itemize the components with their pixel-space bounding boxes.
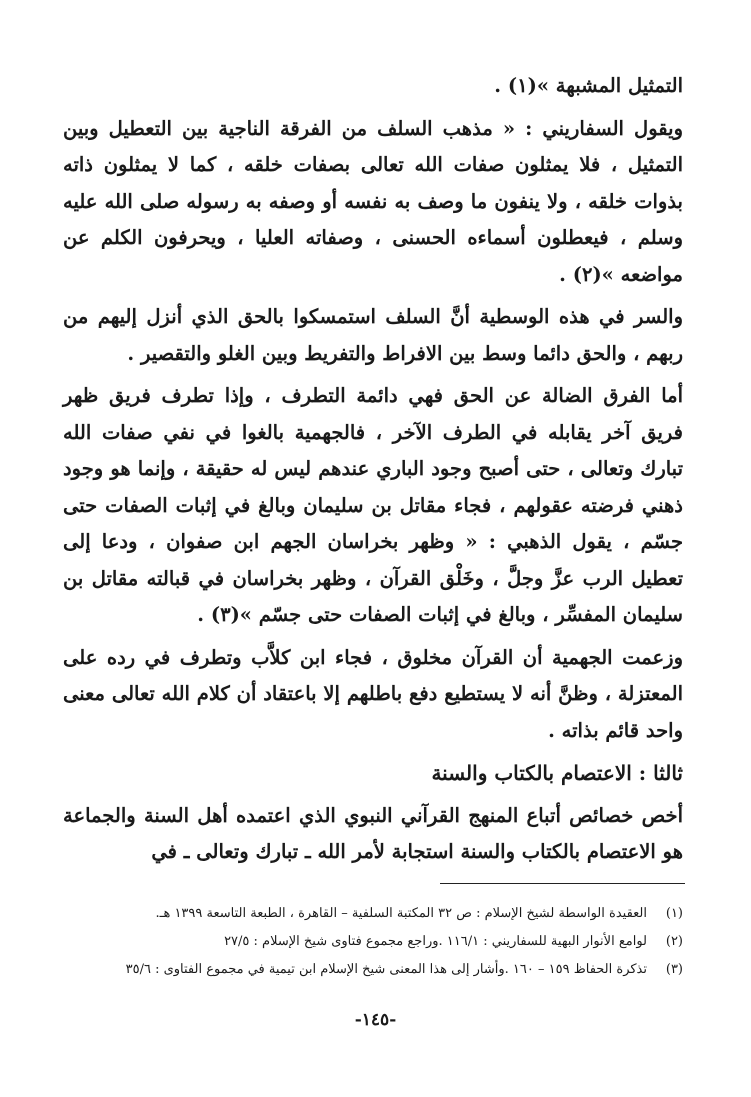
paragraph-4: أما الفرق الضالة عن الحق فهي دائمة التطرف ، وإذا تطرف فريق ظهر فريق آخر يقابله في الطرف الآخر ، فالجهمية بالغوا في نفي صفات الله تبارك وتعالى ، حتى أصبح وجود الباري عندهم ليس له حقيقة ، وإنما هو وجود ذهني فرضته عقولهم ، فجاء مقاتل بن سليمان وبالغ في إثبات الصفات حتى جسّم ، يقول الذهبي : « وظهر بخراسان الجهم ابن صفوان ، ودعا إلى تعطيل الرب عزَّ وجلَّ ، وخَلْق القرآن ، وظهر بخراسان في قبالته مقاتل بن سليمان المفسِّر ، وبالغ في إثبات الصفات حتى جسّم »(٣) . [63,384,683,626]
paragraph-5: وزعمت الجهمية أن القرآن مخلوق ، فجاء ابن كلاَّب وتطرف في رده على المعتزلة ، وظنَّ أنه لا يستطيع دفع باطلهم إلا باعتقاد أن كلام الله تعالى معنى واحد قائم بذاته . [63,645,683,742]
section-heading: ثالثا : الاعتصام بالكتاب والسنة [431,761,683,785]
footnote-text: لوامع الأنوار البهية للسفاريني : ١١٦/١ .وراجع مجموع فتاوى شيخ الإسلام : ٢٧/٥ [224,934,647,949]
footnote-number: (١) [665,906,683,921]
footnote-2 [63,928,683,956]
paragraph-2: ويقول السفاريني : « مذهب السلف من الفرقة الناجية بين التعطيل وبين التمثيل ، فلا يمثلون صفات الله تعالى بصفات خلقه ، كما لا يمثلون ذاته بذوات خلقه ، ولا ينفون ما وصف به نفسه أو وصفه به رسوله صلى الله عليه وسلم ، فيعطلون أسماءه الحسنى ، وصفاته العليا ، ويحرفون الكلم عن مواضعه »(٢) . [63,116,683,286]
paragraph-1: التمثيل المشبهة »(١) . [494,74,683,97]
footnote-divider [440,883,685,884]
footnote-3 [63,956,683,984]
footnotes [63,900,683,984]
footnote-number: (٢) [665,934,683,949]
footnote-text: العقيدة الواسطة لشيخ الإسلام : ص ٣٢ المكتبة السلفية – القاهرة ، الطبعة التاسعة ١٣٩٩ هـ. [155,906,647,921]
footnote-number: (٣) [665,962,683,977]
footnote-text: تذكرة الحفاظ ١٥٩ – ١٦٠ .وأشار إلى هذا المعنى شيخ الإسلام ابن تيمية في مجموع الفتاوى : ٣٥/٦ [125,962,647,977]
body-text [63,68,683,877]
paragraph-6: أخص خصائص أتباع المنهج القرآني النبوي الذي اعتمده أهل السنة والجماعة هو الاعتصام بالكتاب والسنة استجابة لأمر الله ـ تبارك وتعالى ـ في [63,803,683,863]
page-number: -١٤٥- [354,1010,397,1030]
paragraph-3: والسر في هذه الوسطية أنَّ السلف استمسكوا بالحق الذي أنزل إليهم من ربهم ، والحق دائما وسط بين الافراط والتفريط وبين الغلو والتقصير . [63,305,683,365]
footnote-1 [63,900,683,928]
